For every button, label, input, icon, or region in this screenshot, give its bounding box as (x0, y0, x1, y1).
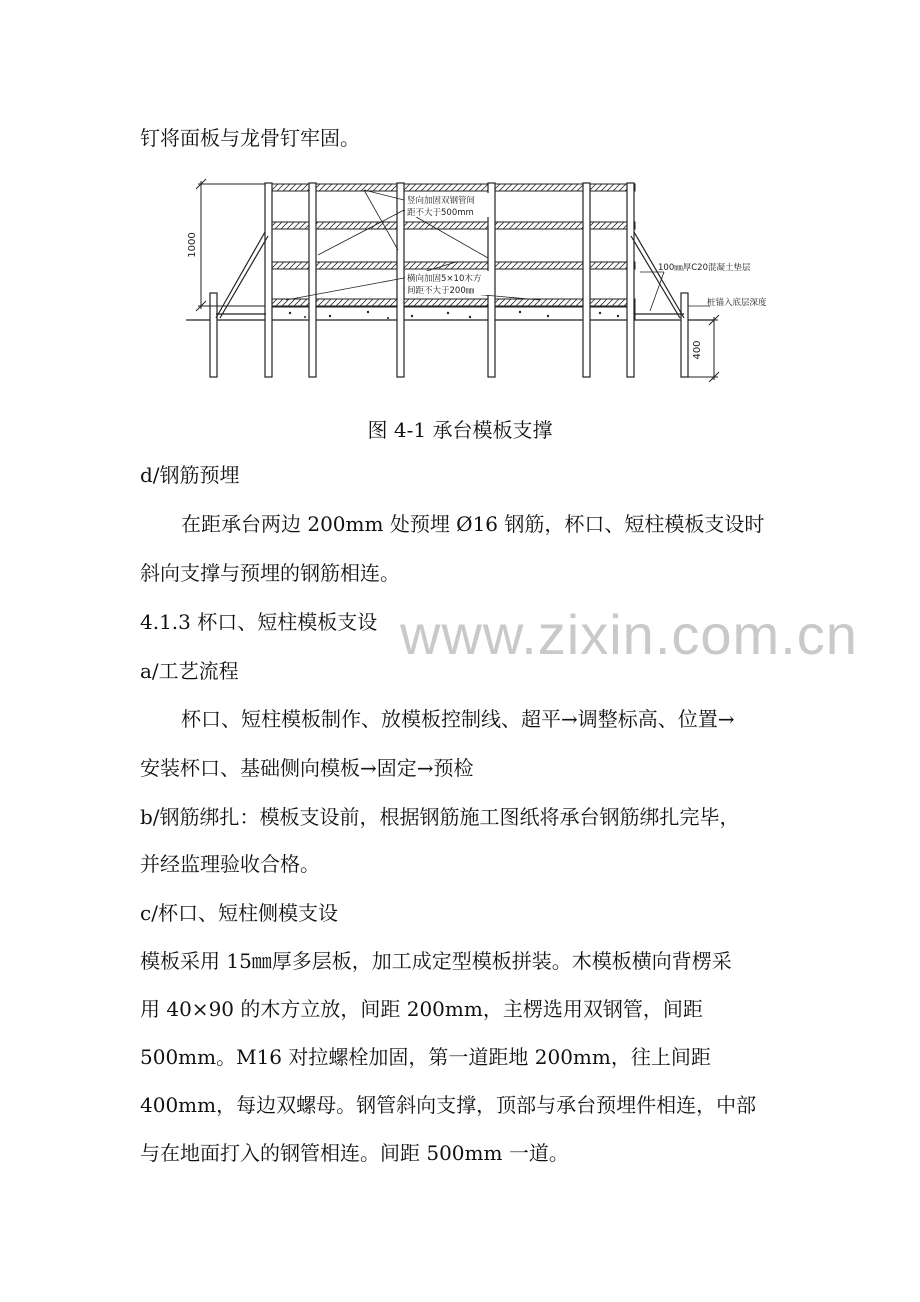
paragraph-line: 用 40×90 的木方立放，间距 200mm，主楞选用双钢管，间距 (140, 997, 703, 1021)
paragraph-line: 模板采用 15㎜厚多层板，加工成定型模板拼装。木模板横向背楞采 (140, 949, 732, 973)
note-cushion: 100㎜厚C20混凝土垫层 (658, 263, 751, 273)
note-horizontal-line2: 间距不大于200㎜ (407, 286, 475, 296)
paragraph-line: 杯口、短柱模板制作、放模板控制线、超平→调整标高、位置→ (181, 707, 735, 731)
paragraph-line: 斜向支撑与预埋的钢筋相连。 (140, 561, 400, 585)
paragraph-line: 安装杯口、基础侧向模板→固定→预检 (140, 756, 474, 780)
note-pile: 桩锚入底层深度 (707, 298, 767, 308)
paragraph-line: 钉将面板与龙骨钉牢固。 (140, 126, 360, 150)
paragraph-line: b/钢筋绑扎：模板支设前，根据钢筋施工图纸将承台钢筋绑扎完毕， (140, 805, 740, 829)
paragraph-line: 在距承台两边 200mm 处预埋 Ø16 钢筋，杯口、短柱模板支设时 (181, 512, 765, 536)
note-vertical-line2: 距不大于500mm (407, 208, 474, 218)
section-heading-c: c/杯口、短柱侧模支设 (140, 901, 338, 925)
formwork-support-diagram (0, 0, 920, 400)
section-heading-a: a/工艺流程 (140, 659, 239, 683)
concrete-cushion-layer (271, 307, 635, 320)
note-vertical-line1: 竖向加固双钢管间 (407, 196, 476, 206)
leader-lines (286, 190, 710, 311)
watermark: www.zixin.com.cn (400, 603, 858, 666)
dim-label-right: 400 (692, 340, 703, 360)
section-heading-413: 4.1.3 杯口、短柱模板支设 (140, 610, 378, 634)
paragraph-line: 与在地面打入的钢管相连。间距 500mm 一道。 (140, 1141, 569, 1165)
paragraph-line: 500mm。M16 对拉螺栓加固，第一道距地 200mm，往上间距 (140, 1045, 711, 1069)
paragraph-line: 400mm，每边双螺母。钢管斜向支撑，顶部与承台预埋件相连，中部 (140, 1093, 757, 1117)
paragraph-line: 并经监理验收合格。 (140, 852, 320, 876)
figure-caption: 图 4-1 承台模板支撑 (367, 418, 553, 442)
dim-label-left: 1000 (187, 232, 198, 258)
section-heading-d: d/钢筋预埋 (140, 463, 240, 487)
note-horizontal-line1: 横向加固5×10木方 (407, 274, 482, 284)
